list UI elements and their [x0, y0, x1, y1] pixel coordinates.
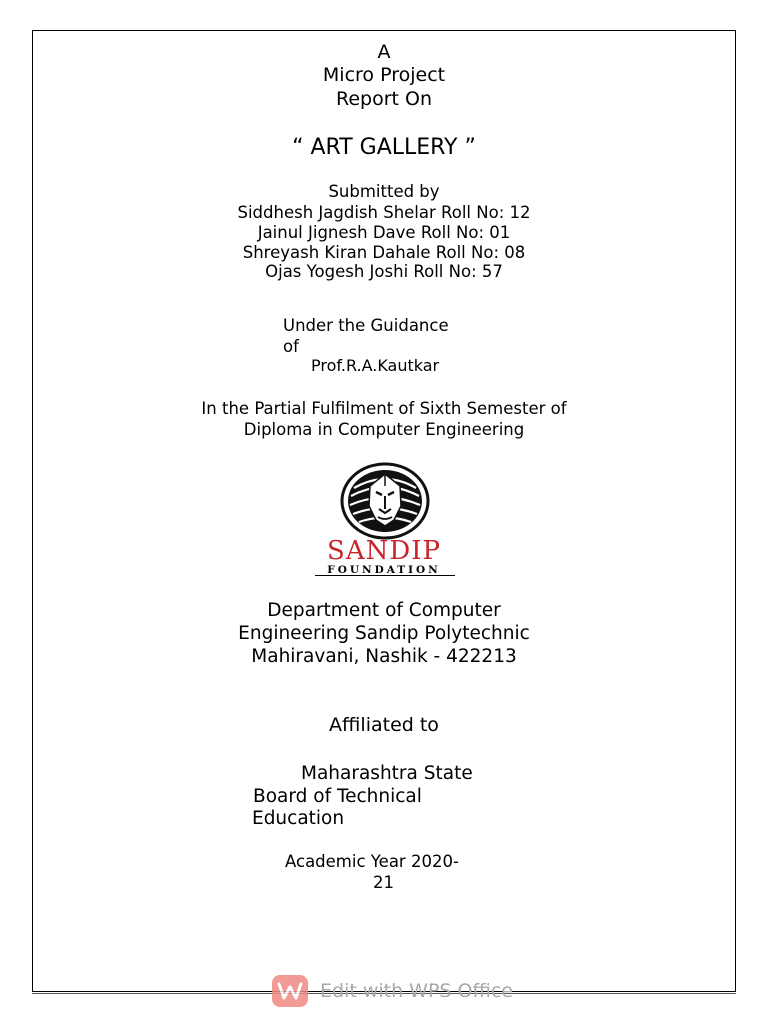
member-line: Siddhesh Jagdish Shelar Roll No: 12 [237, 203, 531, 222]
affiliated-label: Affiliated to [329, 714, 439, 736]
member-line: Jainul Jignesh Dave Roll No: 01 [257, 223, 511, 242]
header-line-report-on: Report On [335, 88, 433, 110]
member-line: Shreyash Kiran Dahale Roll No: 08 [242, 243, 526, 262]
guide-name: Prof.R.A.Kautkar [311, 356, 440, 375]
guidance-of: of [283, 337, 299, 356]
member-line: Ojas Yogesh Joshi Roll No: 57 [265, 262, 503, 281]
project-title: “ ART GALLERY ” [292, 135, 476, 160]
academic-year-line: Academic Year 2020- [285, 852, 459, 871]
logo-wordmark-sandip: SANDIP [327, 536, 441, 566]
guidance-label: Under the Guidance [283, 316, 449, 335]
wps-watermark-text[interactable]: Edit with WPS Office [320, 980, 513, 1002]
board-line: Maharashtra State [301, 763, 473, 784]
board-line: Board of Technical [253, 786, 422, 807]
academic-year-line: 21 [373, 873, 394, 892]
department-line: Engineering Sandip Polytechnic [238, 623, 530, 644]
header-line-micro-project: Micro Project [322, 64, 446, 86]
wps-logo-icon [272, 975, 308, 1007]
department-line: Department of Computer [267, 600, 501, 621]
header-line-a: A [377, 41, 391, 63]
partial-fulfilment-line: In the Partial Fulfilment of Sixth Semester of [201, 399, 567, 418]
department-line: Mahiravani, Nashik - 422213 [251, 646, 517, 667]
submitted-by-label: Submitted by [328, 182, 440, 201]
board-line: Education [252, 808, 345, 829]
logo-wordmark-foundation: FOUNDATION [327, 564, 441, 576]
lion-emblem-icon [340, 462, 430, 540]
diploma-line: Diploma in Computer Engineering [243, 420, 525, 439]
